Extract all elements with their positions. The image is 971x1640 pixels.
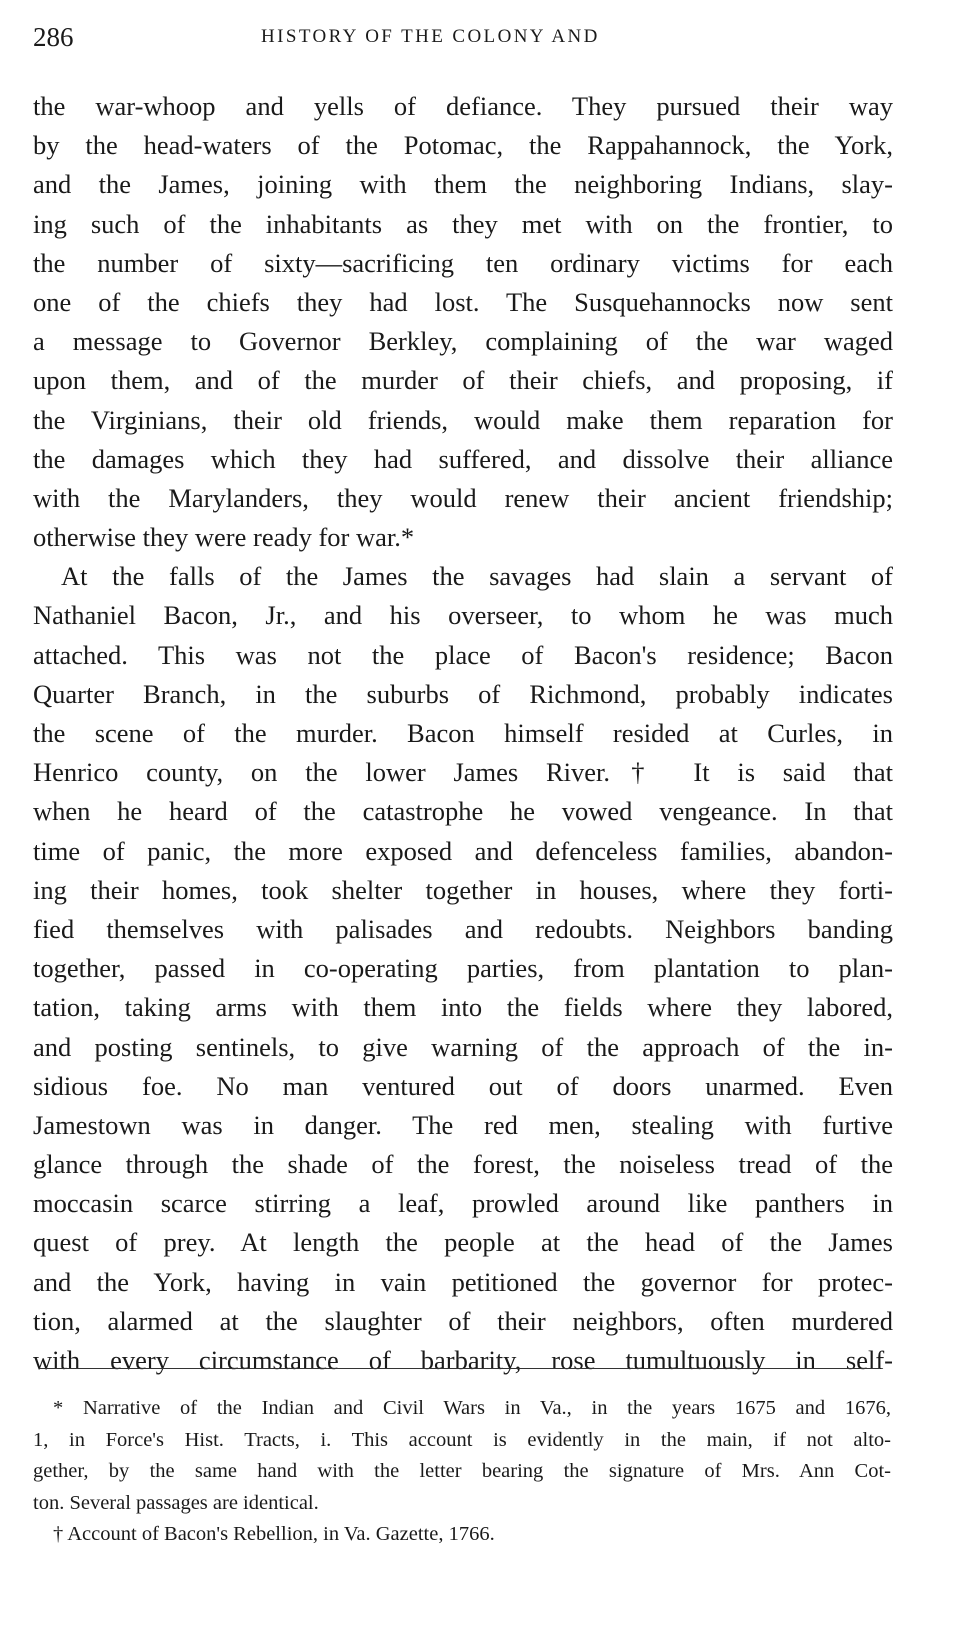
text-line: the damages which they had suffered, and dissolve their alliance: [33, 443, 893, 474]
text-line: ing such of the inhabitants as they met with on the frontier, to: [33, 208, 893, 239]
text-line: with the Marylanders, they would renew their ancient friendship;: [33, 482, 893, 513]
text-line: together, passed in co-operating parties, from plantation to plan-: [33, 953, 893, 984]
text-line: Nathaniel Bacon, Jr., and his overseer, to whom he was much: [33, 600, 893, 631]
text-line: tion, alarmed at the slaughter of their neighbors, often murdered: [33, 1305, 893, 1336]
footnote-line: gether, by the same hand with the letter bearing the signature of Mrs. Ann Cot-: [33, 1460, 891, 1482]
footnote-divider: [40, 1368, 880, 1369]
page-number: 286: [33, 22, 74, 52]
text-line: otherwise they were ready for war.*: [33, 522, 415, 553]
text-line: upon them, and of the murder of their chiefs, and proposing, if: [33, 365, 893, 396]
text-line: the war-whoop and yells of defiance. They pursued their way: [33, 91, 893, 121]
text-line: Henrico county, on the lower James River.† It is said that: [33, 757, 893, 788]
text-line: ing their homes, took shelter together in houses, where they forti-: [33, 874, 893, 905]
footnote-line: ton. Several passages are identical.: [33, 1491, 319, 1514]
text-line: fied themselves with palisades and redoubts. Neighbors banding: [33, 913, 893, 944]
text-line: the number of sixty—sacrificing ten ordinary victims for each: [33, 247, 893, 278]
text-line: sidious foe. No man ventured out of doors unarmed. Even: [33, 1070, 893, 1101]
text-line: tation, taking arms with them into the fields where they labored,: [33, 992, 893, 1023]
text-line: time of panic, the more exposed and defenceless families, abandon-: [33, 835, 893, 866]
text-line: and the York, having in vain petitioned the governor for protec-: [33, 1266, 893, 1297]
text-line: by the head-waters of the Potomac, the Rappahannock, the York,: [33, 130, 893, 161]
main-text: [33, 87, 893, 1380]
text-line: attached. This was not the place of Bacon's residence; Bacon: [33, 639, 893, 670]
text-line: a message to Governor Berkley, complaining of the war waged: [33, 326, 893, 357]
text-line: and the James, joining with them the neighboring Indians, slay-: [33, 169, 893, 200]
footnote-line: † Account of Bacon's Rebellion, in Va. Gazette, 1766.: [53, 1523, 495, 1545]
text-line: with every circumstance of barbarity, rose tumultuously in self-: [33, 1345, 893, 1375]
text-line: and posting sentinels, to give warning of the approach of the in-: [33, 1031, 893, 1062]
text-line: the Virginians, their old friends, would make them reparation for: [33, 404, 893, 435]
text-line: At the falls of the James the savages had slain a servant of: [61, 561, 893, 592]
footnotes: [33, 1393, 891, 1551]
text-line: Quarter Branch, in the suburbs of Richmond, probably indicates: [33, 678, 893, 709]
text-line: quest of prey. At length the people at the head of the James: [33, 1227, 893, 1258]
text-line: the scene of the murder. Bacon himself resided at Curles, in: [33, 718, 893, 748]
footnote-line: 1, in Force's Hist. Tracts, i. This account is evidently in the main, if not alto-: [33, 1428, 891, 1451]
text-line: when he heard of the catastrophe he vowed vengeance. In that: [33, 796, 893, 827]
footnote-line: * Narrative of the Indian and Civil Wars in Va., in the years 1675 and 1676,: [53, 1397, 891, 1419]
text-line: Jamestown was in danger. The red men, stealing with furtive: [33, 1109, 893, 1140]
running-header: [33, 20, 893, 54]
running-title: HISTORY OF THE COLONY AND: [261, 26, 600, 47]
text-line: glance through the shade of the forest, the noiseless tread of the: [33, 1149, 893, 1180]
text-line: moccasin scarce stirring a leaf, prowled around like panthers in: [33, 1188, 893, 1219]
text-line: one of the chiefs they had lost. The Susquehannocks now sent: [33, 286, 893, 317]
